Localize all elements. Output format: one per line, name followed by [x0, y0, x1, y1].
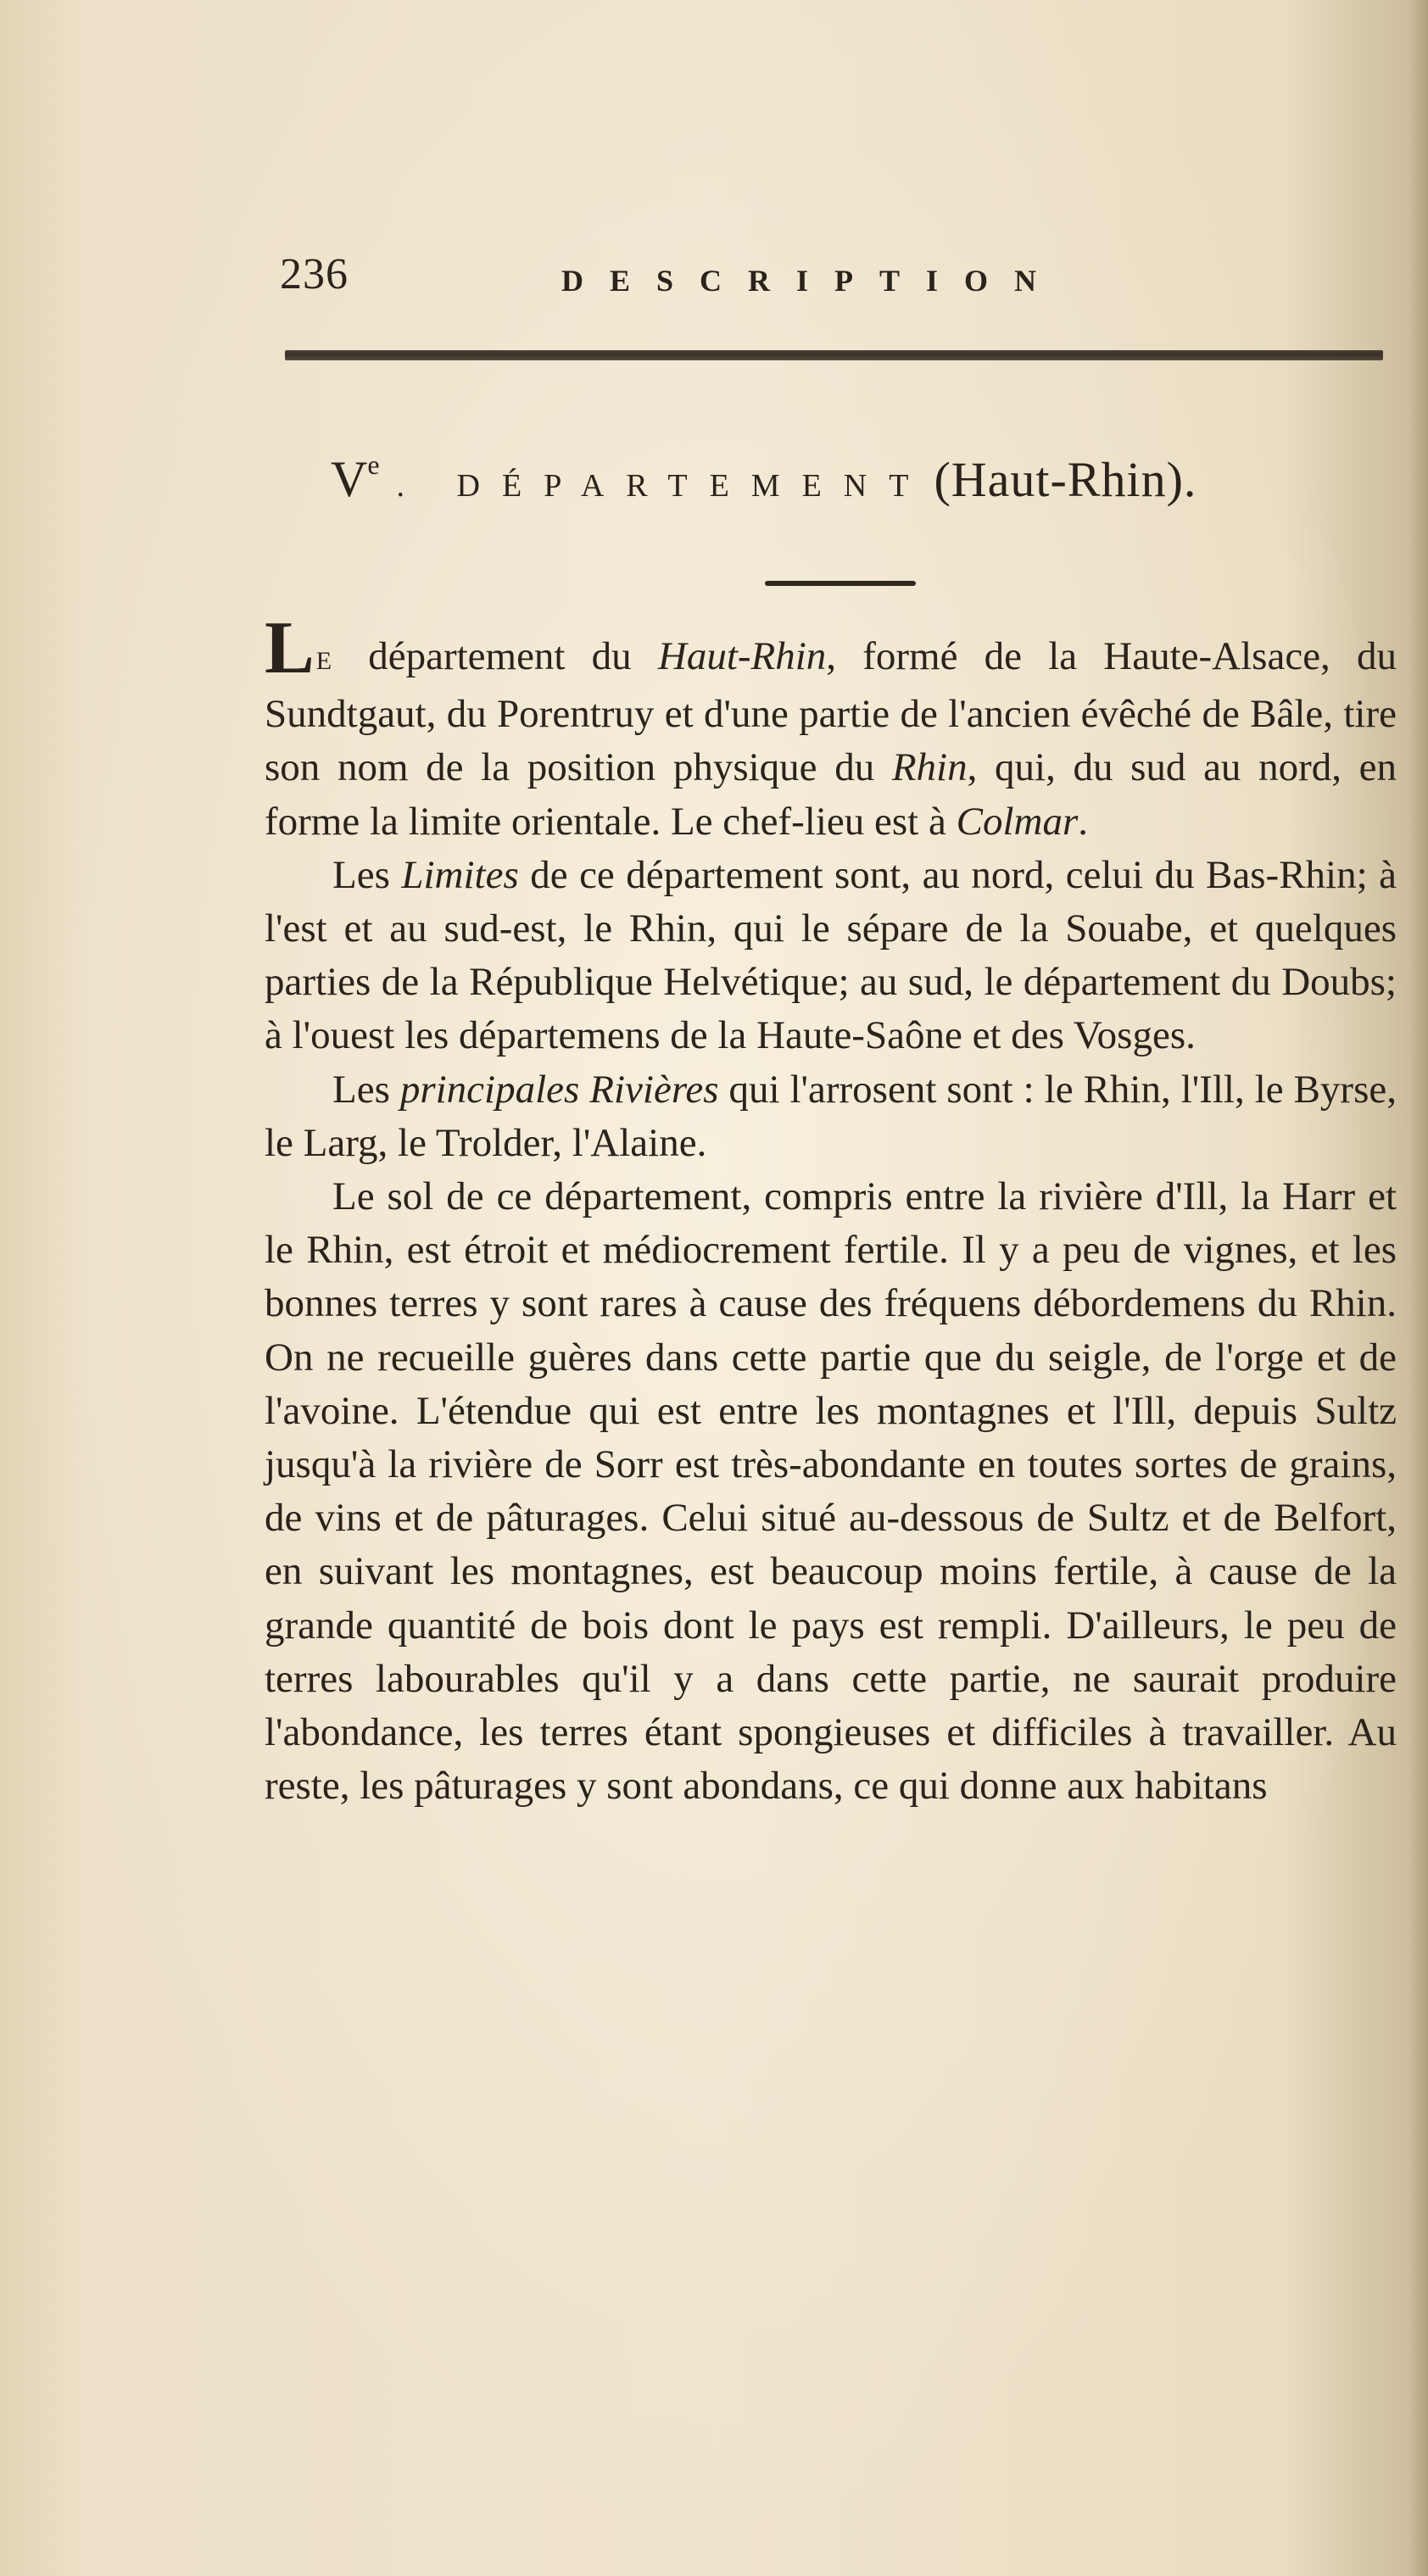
italic-text: Limites: [401, 852, 519, 897]
italic-text: Haut-Rhin: [657, 634, 827, 678]
department-heading: [331, 449, 1391, 517]
department-number-suffix: e: [367, 449, 380, 480]
page-edge-shadow: [1409, 0, 1428, 2576]
italic-text: principales Rivières: [399, 1067, 719, 1112]
running-head: [280, 246, 1382, 322]
running-title: DESCRIPTION: [561, 264, 1063, 298]
lead-letters: E: [315, 647, 334, 675]
department-name: (Haut-Rhin).: [934, 452, 1197, 507]
italic-text: Rhin: [891, 745, 968, 790]
text-run: de ce département sont, au nord, celui du Bas-Rhin; à l'est et au sud-est, le Rhin, qui le sépare de la Souabe, et quelques parties de la République Helvétique; au sud, le département du Doubs; à l'ouest les départemens de la Haute-Saône et des Vosges.: [265, 852, 1397, 1058]
text-run: département du: [342, 634, 658, 678]
text-run: , qui, du sud au nord, en forme la limite orientale. Le chef-lieu est à: [265, 745, 1397, 844]
body-text: [265, 607, 1397, 1813]
text-run: .: [1078, 799, 1088, 844]
text-run: Les: [332, 1067, 400, 1112]
department-label: . DÉPARTEMENT: [396, 468, 931, 504]
paragraph: [265, 607, 1397, 849]
section-divider: [765, 581, 916, 586]
department-number: Ve: [331, 449, 380, 507]
text-run: qui l'arrosent sont : le Rhin, l'Ill, le Byrse, le Larg, le Trolder, l'Alaine.: [265, 1067, 1397, 1165]
paragraph: [265, 1170, 1397, 1813]
drop-cap: L: [265, 607, 315, 689]
italic-text: Colmar: [956, 799, 1079, 844]
text-run: , formé de la Haute-Alsace, du Sundtgaut, du Porentruy et d'une partie de l'ancien évêché de Bâle, tire son nom de la position physique du: [265, 634, 1397, 790]
paragraph: [265, 1063, 1397, 1170]
page-number: 236: [280, 250, 349, 298]
text-run: Les: [332, 852, 402, 897]
header-rule: [285, 350, 1383, 360]
paragraph: [265, 849, 1397, 1063]
text-run: Le sol de ce département, compris entre la rivière d'Ill, la Harr et le Rhin, est étroit et médiocrement fertile. Il y a peu de vignes, et les bonnes terres y sont rares à cause des fréquens débordemens du Rhin. On ne recueille guères dans cette partie que du seigle, de l'orge et de l'avoine. L'étendue qui est entre les montagnes et l'Ill, depuis Sultz jusqu'à la rivière de Sorr est très-abondante en toutes sortes de grains, de vins et de pâturages. Celui situé au-dessous de Sultz et de Belfort, en suivant les montagnes, est beaucoup moins fertile, à cause de la grande quantité de bois dont le pays est rempli. D'ailleurs, le peu de terres labourables qu'il y a dans cette partie, ne saurait produire l'abondance, les terres étant spongieuses et difficiles à travailler. Au reste, les pâturages y sont abondans, ce qui donne aux habitans: [265, 1174, 1397, 1809]
